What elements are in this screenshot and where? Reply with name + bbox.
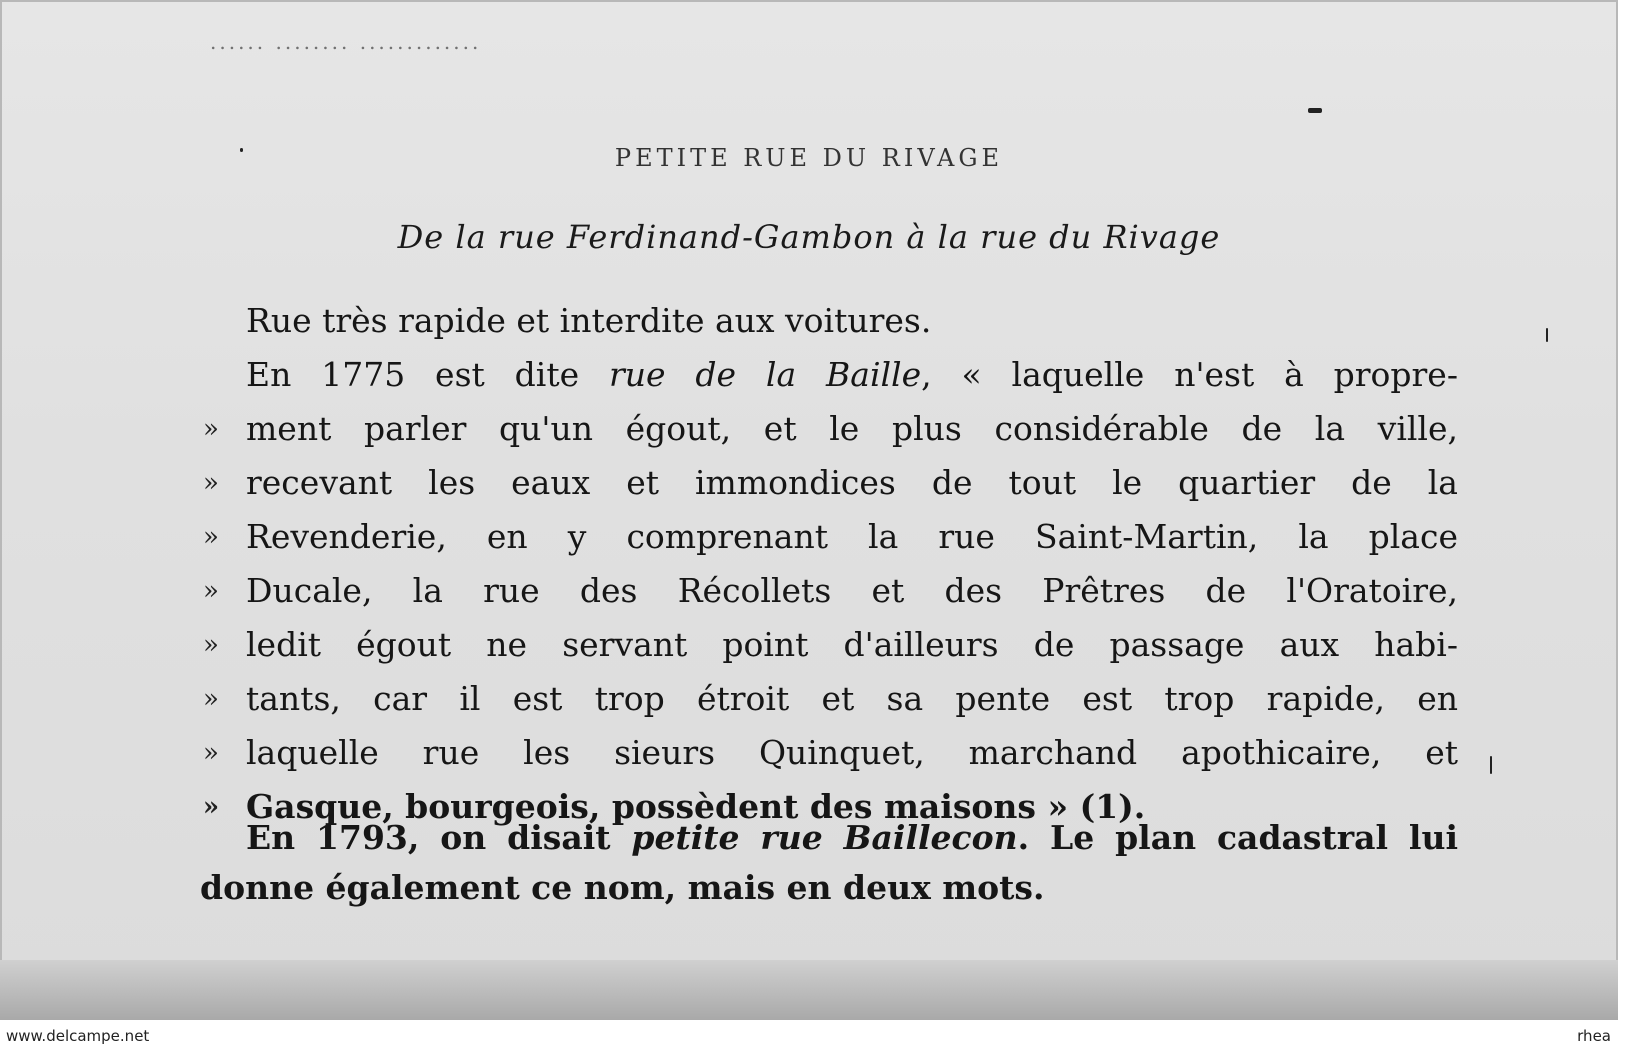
card-subtitle: De la rue Ferdinand-Gambon à la rue du Rivage xyxy=(397,218,1221,256)
body-line-segment: Rue très rapide et interdite aux voitures. xyxy=(246,301,932,340)
ink-speck xyxy=(240,148,243,152)
quotation-mark: » xyxy=(202,792,220,822)
body-line xyxy=(246,727,1458,779)
body-line-segment: . Le plan cadastral lui xyxy=(1017,818,1458,857)
body-line-segment: En 1793, on disait xyxy=(246,818,632,857)
body-line xyxy=(246,565,1458,617)
body-line xyxy=(246,812,1458,864)
quotation-mark: » xyxy=(203,414,219,444)
body-line-segment: , « laquelle n'est à propre- xyxy=(921,355,1458,394)
quotation-mark: » xyxy=(203,684,219,714)
body-line-segment: recevant les eaux et immondices de tout le quartier de la xyxy=(246,463,1458,502)
quotation-mark: » xyxy=(203,630,219,660)
quotation-mark: » xyxy=(203,468,219,498)
card-shadow-band xyxy=(0,960,1618,1020)
body-line-segment: En 1775 est dite xyxy=(246,355,609,394)
ink-speck xyxy=(1546,328,1548,342)
body-line-italic-segment: petite rue Baillecon xyxy=(631,818,1018,857)
faded-header-text: ...... ........ ............. xyxy=(210,30,482,54)
body-line-segment: laquelle rue les sieurs Quinquet, marchand apothicaire, et xyxy=(246,733,1458,772)
body-line xyxy=(246,457,1458,509)
body-line-segment: Ducale, la rue des Récollets et des Prêtres de l'Oratoire, xyxy=(246,571,1458,610)
footer-bar xyxy=(0,1020,1625,1051)
body-line xyxy=(246,403,1458,455)
quotation-mark: » xyxy=(203,576,219,606)
quotation-mark: » xyxy=(203,522,219,552)
body-line xyxy=(200,862,1458,914)
body-line xyxy=(246,295,1458,347)
footer-site-link[interactable]: www.delcampe.net xyxy=(6,1027,150,1045)
body-line-segment: ment parler qu'un égout, et le plus considérable de la ville, xyxy=(246,409,1458,448)
body-line-segment: tants, car il est trop étroit et sa pente est trop rapide, en xyxy=(246,679,1458,718)
quotation-mark: » xyxy=(203,738,219,768)
body-line-segment: Gasque, bourgeois, possèdent des maisons » (1). xyxy=(246,787,1146,826)
body-line-segment: Revenderie, en y comprenant la rue Saint-Martin, la place xyxy=(246,517,1458,556)
footer-seller-name: rhea xyxy=(1577,1027,1611,1045)
body-line-segment: donne également ce nom, mais en deux mots. xyxy=(200,868,1045,907)
ink-speck xyxy=(1308,108,1322,113)
body-line xyxy=(246,511,1458,563)
body-line-italic-segment: rue de la Baille xyxy=(608,355,922,394)
card-title: PETITE RUE DU RIVAGE xyxy=(614,144,1004,172)
ink-speck xyxy=(1490,756,1492,774)
body-line xyxy=(246,619,1458,671)
body-line xyxy=(246,673,1458,725)
body-line-segment: ledit égout ne servant point d'ailleurs de passage aux habi- xyxy=(246,625,1458,664)
body-line xyxy=(246,349,1458,401)
